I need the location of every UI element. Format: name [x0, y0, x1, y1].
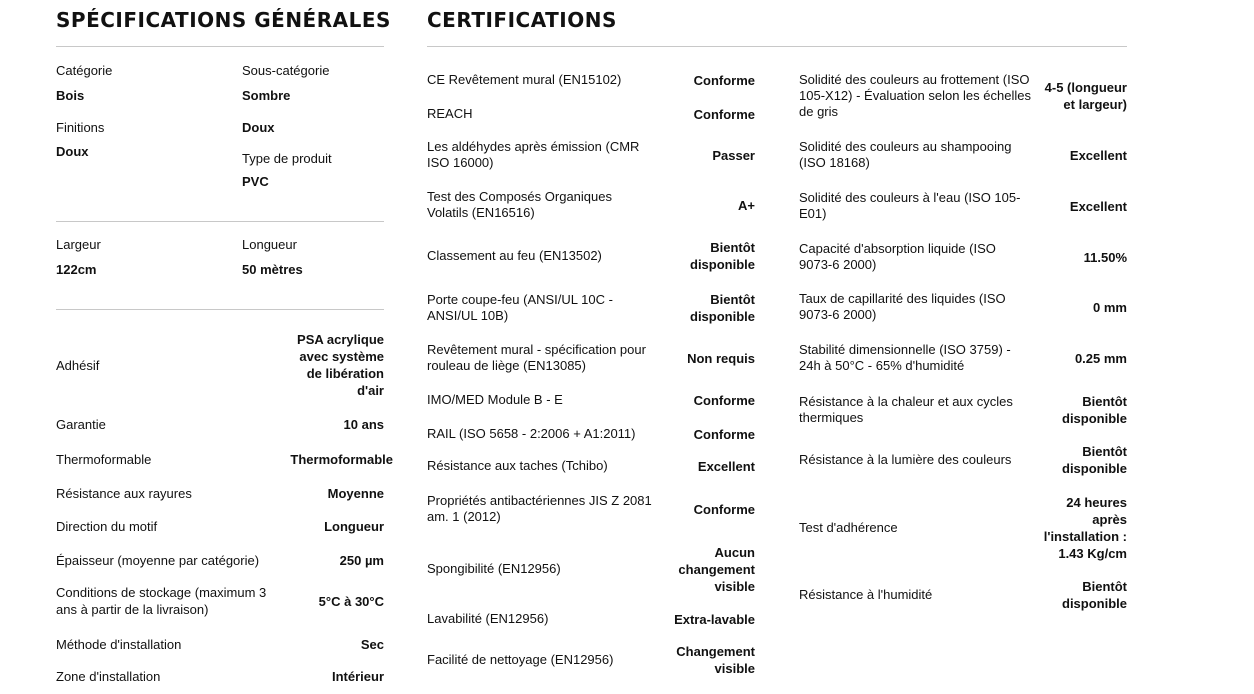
certification-label: Résistance à la lumière des couleurs	[799, 452, 1012, 467]
spec-row	[56, 550, 384, 570]
certification-row	[427, 609, 755, 629]
certification-label: Test d'adhérence	[799, 520, 898, 535]
width-value: 122cm	[56, 262, 97, 277]
certification-value: Extra-lavable	[674, 611, 755, 627]
certification-value: Non requis	[687, 350, 755, 366]
certification-row	[427, 456, 755, 476]
certification-value: Conforme	[693, 106, 755, 122]
certification-label: Stabilité dimensionnelle (ISO 3759) - 24h à 50°C - 65% d'humidité	[799, 342, 1011, 373]
certification-value: Excellent	[1069, 198, 1127, 214]
certification-label: Résistance aux taches (Tchibo)	[427, 458, 608, 473]
category-label: Catégorie	[56, 63, 113, 78]
certification-value: Excellent	[697, 458, 755, 474]
spec-value: Intérieur	[331, 668, 384, 684]
spec-row	[56, 414, 384, 434]
divider	[56, 309, 384, 310]
certification-row	[427, 138, 755, 172]
certification-value: 24 heures après l'installation : 1.43 Kg/cm	[1043, 495, 1127, 561]
divider	[56, 221, 384, 222]
product-type-value: PVC	[242, 174, 269, 189]
certification-row	[427, 642, 755, 678]
certification-label: Solidité des couleurs au shampooing (ISO 18168)	[799, 139, 1012, 170]
certification-row	[427, 70, 755, 90]
certification-value: 4-5 (longueur et largeur)	[1044, 80, 1127, 112]
spec-label: Thermoformable	[56, 451, 152, 467]
certification-row	[799, 240, 1127, 274]
certification-label: Lavabilité (EN12956)	[427, 611, 549, 626]
certification-value: 0 mm	[1093, 299, 1127, 315]
certification-label: Solidité des couleurs au frottement (ISO 105-X12) - Évaluation selon les échelles de gris	[799, 72, 1031, 119]
spec-label: Méthode d'installation	[56, 636, 182, 652]
certification-row	[799, 138, 1127, 172]
certification-value: Bientôt disponible	[1062, 444, 1127, 476]
spec-value: 250 µm	[339, 552, 384, 568]
spec-label: Épaisseur (moyenne par catégorie)	[56, 552, 260, 568]
certification-row	[427, 290, 755, 326]
spec-row	[56, 584, 384, 618]
spec-label: Conditions de stockage (maximum 3 ans à partir de la livraison)	[56, 585, 267, 617]
certification-label: Revêtement mural - spécification pour rouleau de liège (EN13085)	[427, 342, 646, 373]
certification-value: Conforme	[693, 501, 755, 517]
certification-label: Classement au feu (EN13502)	[427, 248, 602, 263]
certification-label: Capacité d'absorption liquide (ISO 9073-6 2000)	[799, 241, 996, 272]
spec-value: Longueur	[324, 518, 384, 534]
certification-value: 0.25 mm	[1074, 350, 1127, 366]
certification-label: IMO/MED Module B - E	[427, 392, 563, 407]
certification-label: Test des Composés Organiques Volatils (EN16516)	[427, 189, 612, 220]
spec-value: PSA acrylique avec système de libération d'air	[297, 332, 384, 398]
certification-row	[427, 238, 755, 274]
certification-row	[427, 390, 755, 410]
category-value: Bois	[56, 88, 85, 103]
finishes-label: Finitions	[56, 120, 105, 135]
certification-row	[799, 577, 1127, 613]
certification-row	[427, 542, 755, 596]
certification-label: RAIL (ISO 5658 - 2:2006 + A1:2011)	[427, 426, 636, 441]
spec-row	[56, 330, 384, 400]
divider	[56, 46, 384, 47]
certification-value: A+	[738, 197, 755, 213]
certification-label: CE Revêtement mural (EN15102)	[427, 72, 622, 87]
certification-row	[799, 70, 1127, 122]
certification-value: Changement visible	[676, 644, 755, 676]
certifications-title: CERTIFICATIONS	[427, 8, 617, 32]
certification-label: Spongibilité (EN12956)	[427, 561, 561, 576]
spec-label: Zone d'installation	[56, 668, 161, 684]
certification-row	[799, 442, 1127, 478]
certification-label: Taux de capillarité des liquides (ISO 9073-6 2000)	[799, 291, 1006, 322]
subcategory-value: Sombre	[242, 88, 291, 103]
spec-label: Garantie	[56, 416, 106, 432]
certification-row	[427, 424, 755, 444]
certification-label: Porte coupe-feu (ANSI/UL 10C - ANSI/UL 10B)	[427, 292, 613, 323]
certification-value: Conforme	[693, 72, 755, 88]
certification-row	[427, 188, 755, 222]
certification-value: Bientôt disponible	[1062, 579, 1127, 611]
spec-label: Adhésif	[56, 357, 100, 373]
certification-row	[799, 392, 1127, 428]
certification-value: Conforme	[693, 392, 755, 408]
certification-value: Excellent	[1069, 147, 1127, 163]
length-value: 50 mètres	[242, 262, 303, 277]
certification-label: Résistance à l'humidité	[799, 587, 933, 602]
certification-value: Passer	[712, 147, 755, 163]
certification-value: Bientôt disponible	[1062, 394, 1127, 426]
certification-value: Aucun changement visible	[678, 544, 755, 594]
certification-value: Bientôt disponible	[690, 240, 755, 272]
certification-label: REACH	[427, 106, 473, 121]
spec-row	[56, 634, 384, 654]
spec-row	[56, 666, 384, 686]
certification-row	[799, 189, 1127, 223]
spec-value: Thermoformable	[290, 451, 393, 467]
finishes-value: Doux	[56, 144, 89, 159]
length-label: Longueur	[242, 237, 297, 252]
certification-label: Facilité de nettoyage (EN12956)	[427, 652, 614, 667]
certification-row	[427, 341, 755, 375]
certification-row	[799, 290, 1127, 324]
certification-label: Solidité des couleurs à l'eau (ISO 105-E01)	[799, 190, 1021, 221]
spec-row	[56, 449, 393, 469]
spec-label: Résistance aux rayures	[56, 485, 192, 501]
divider	[427, 46, 1127, 47]
certification-label: Résistance à la chaleur et aux cycles thermiques	[799, 394, 1013, 425]
certification-value: Conforme	[693, 426, 755, 442]
spec-value: Moyenne	[327, 485, 384, 501]
certification-label: Les aldéhydes après émission (CMR ISO 16000)	[427, 139, 640, 170]
spec-value: 5°C à 30°C	[318, 593, 384, 609]
certification-row	[427, 491, 755, 527]
product-type-label: Type de produit	[242, 151, 332, 166]
subcategory-label: Sous-catégorie	[242, 63, 330, 78]
finish-sub-value: Doux	[242, 120, 275, 135]
certification-row	[799, 341, 1127, 375]
spec-row	[56, 483, 384, 503]
certification-row	[427, 104, 755, 124]
certification-row	[799, 493, 1127, 563]
general-specs-title: SPÉCIFICATIONS GÉNÉRALES	[56, 8, 391, 32]
certification-value: 11.50%	[1083, 249, 1127, 265]
certification-value: Bientôt disponible	[690, 292, 755, 324]
spec-label: Direction du motif	[56, 518, 158, 534]
certification-label: Propriétés antibactériennes JIS Z 2081 am. 1 (2012)	[427, 493, 652, 524]
width-label: Largeur	[56, 237, 101, 252]
spec-row	[56, 516, 384, 536]
spec-value: 10 ans	[343, 416, 384, 432]
spec-value: Sec	[360, 636, 384, 652]
